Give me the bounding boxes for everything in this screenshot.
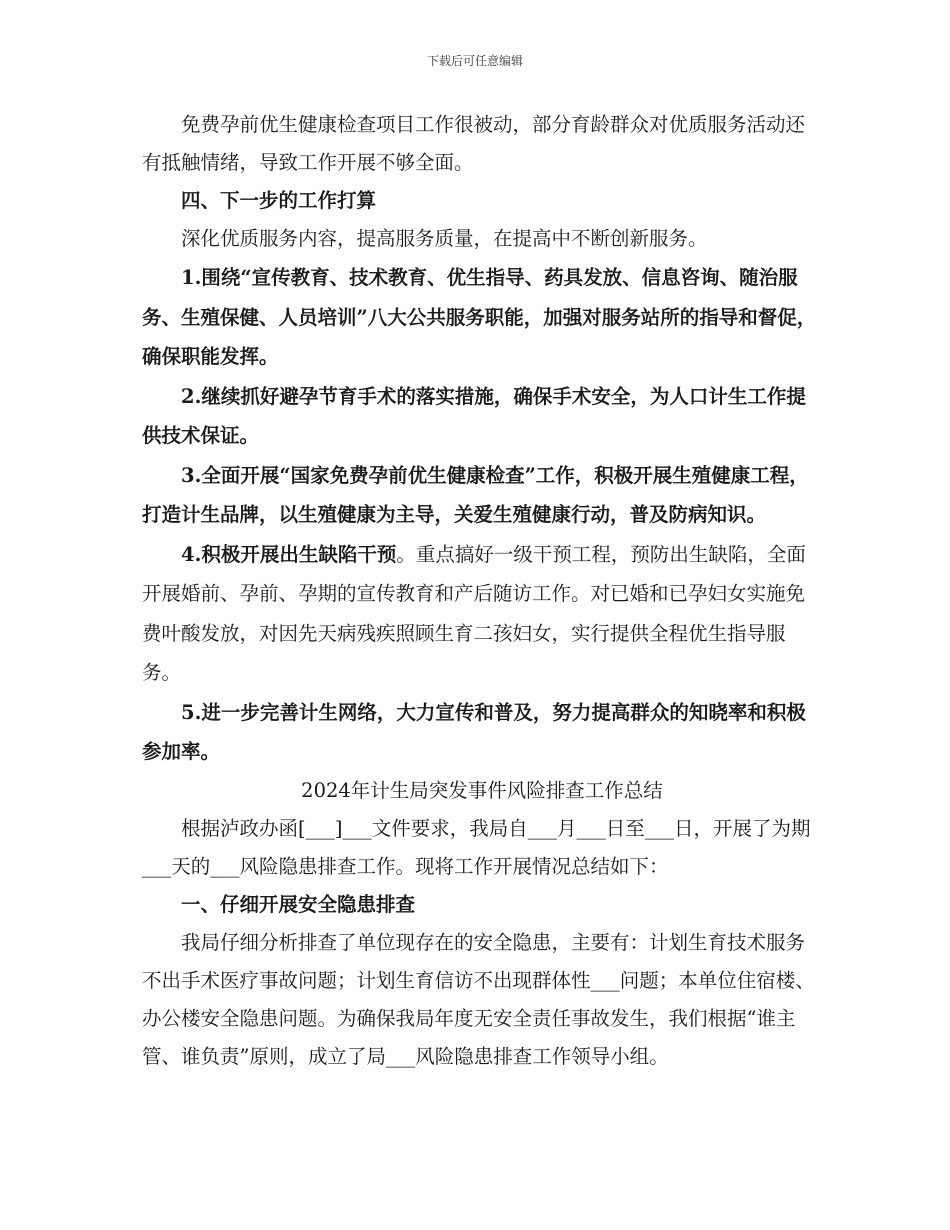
paragraph-intro: 根据泸政办函[___]___文件要求，我局自___月___日至___日，开展了为期___天的___风险隐患排查工作。现将工作开展情况总结如下： xyxy=(142,816,811,878)
page-header: 下载后可任意编辑 xyxy=(426,54,523,68)
document-title: 2024年计生局突发事件风险排查工作总结 xyxy=(301,778,663,802)
section-heading-next-steps: 四、下一步的工作打算 xyxy=(181,189,377,212)
paragraph-inspection-details: 我局仔细分析排查了单位现存在的安全隐患，主要有：计划生育技术服务不出手术医疗事故问题；计划生育信访不出现群体性___问题；本单位住宿楼、办公楼安全隐患问题。为确保我局年度无安全责任事故发生，我们根据“谁主管、谁负责”原则，成立了局___风险隐患排查工作领导小组。 xyxy=(142,930,815,1068)
list-item-4-lead: 4.积极开展出生缺陷干预 xyxy=(181,542,397,566)
section-heading-inspection: 一、仔细开展安全隐患排查 xyxy=(181,892,416,916)
list-item-3: 3.全面开展“国家免费孕前优生健康检查”工作，积极开展生殖健康工程，打造计生品牌，以生殖健康为主导，关爱生殖健康行动，普及防病知识。 xyxy=(142,463,809,526)
paragraph-deepen-service: 深化优质服务内容，提高服务质量，在提高中不断创新服务。 xyxy=(181,227,708,250)
paragraph-passive-work: 免费孕前优生健康检查项目工作很被动，部分育龄群众对优质服务活动还有抵触情绪，导致工作开展不够全面。 xyxy=(142,113,806,174)
list-item-4-body: 。重点搞好一级干预工程，预防出生缺陷，全面开展婚前、孕前、孕期的宣传教育和产后随访工作。对已婚和已孕妇女实施免费叶酸发放，对因先天病残疾照顾生育二孩妇女，实行提供全程优生指导服务。 xyxy=(142,542,806,684)
list-item-2: 2.继续抓好避孕节育手术的落实措施，确保手术安全，为人口计生工作提供技术保证。 xyxy=(142,384,806,447)
list-item-1: 1.围绕“宣传教育、技术教育、优生指导、药具发放、信息咨询、随治服务、生殖保健、人员培训”八大公共服务职能，加强对服务站所的指导和督促，确保职能发挥。 xyxy=(142,266,817,368)
list-item-5: 5.进一步完善计生网络，大力宣传和普及，努力提高群众的知晓率和积极参加率。 xyxy=(142,700,806,763)
document-body xyxy=(142,106,822,1076)
list-item-4 xyxy=(142,535,822,693)
